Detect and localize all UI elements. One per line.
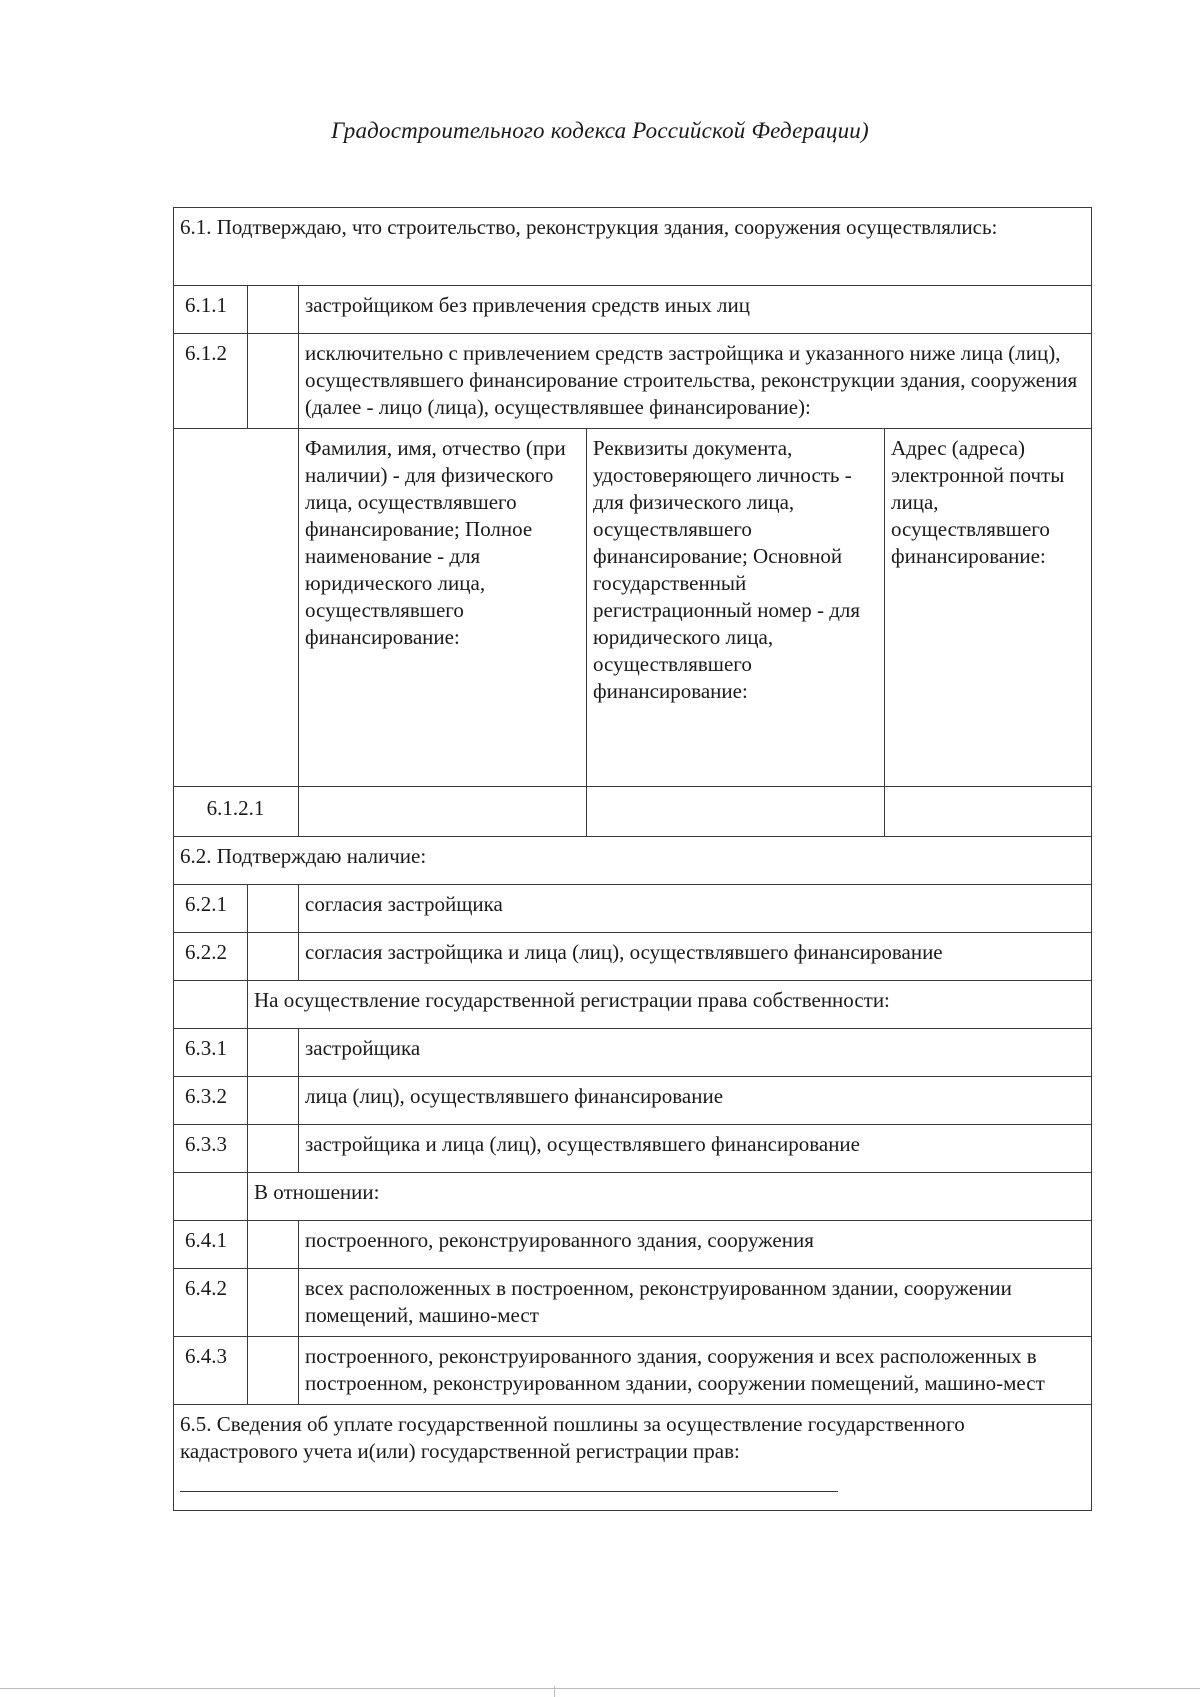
- financier-columns-header: [174, 429, 1092, 787]
- row-6-1-1: [174, 286, 1092, 334]
- empty-cell: [174, 1173, 248, 1221]
- empty-cell: [174, 429, 299, 787]
- row-text: лица (лиц), осуществлявшего финансирование: [299, 1077, 1092, 1125]
- checkbox-cell-6-3-3[interactable]: [248, 1125, 299, 1173]
- checkbox-cell-6-4-2[interactable]: [248, 1269, 299, 1337]
- application-form-table: [173, 207, 1092, 1511]
- fee-payment-input-line[interactable]: [180, 1491, 838, 1492]
- section-6-5-title: 6.5. Сведения об уплате государственной пошлины за осуществление государственного кадастрового учета и(или) государственной регистрации прав:: [180, 1412, 965, 1463]
- row-number: 6.1.2: [174, 334, 248, 429]
- financier-email-field[interactable]: [885, 787, 1092, 837]
- row-text: застройщика и лица (лиц), осуществлявшего финансирование: [299, 1125, 1092, 1173]
- row-6-4-2: [174, 1269, 1092, 1337]
- col-financier-documents: Реквизиты документа, удостоверяющего личность - для физического лица, осуществлявшего финансирование; Основной государственный регистрационный номер - для юридического лица, осуществлявшего финансирование:: [587, 429, 885, 787]
- row-6-2-2: [174, 933, 1092, 981]
- checkbox-cell-6-1-2[interactable]: [248, 334, 299, 429]
- row-number: 6.1.2.1: [174, 787, 299, 837]
- row-number: 6.3.3: [174, 1125, 248, 1173]
- financier-name-field[interactable]: [299, 787, 587, 837]
- row-number: 6.4.3: [174, 1337, 248, 1405]
- row-6-3-2: [174, 1077, 1092, 1125]
- checkbox-cell-6-1-1[interactable]: [248, 286, 299, 334]
- section-6-2-header: [174, 837, 1092, 885]
- scan-bottom-edge: [0, 1688, 1200, 1689]
- section-6-1-header: [174, 208, 1092, 286]
- empty-cell: [174, 981, 248, 1029]
- financier-documents-field[interactable]: [587, 787, 885, 837]
- col-financier-name: Фамилия, имя, отчество (при наличии) - для физического лица, осуществлявшего финансирование; Полное наименование - для юридического лица, осуществлявшего финансирование:: [299, 429, 587, 787]
- row-text: исключительно с привлечением средств застройщика и указанного ниже лица (лиц), осуществлявшего финансирование строительства, реконструкции здания, сооружения (далее - лицо (лица), осуществлявшее финансирование):: [299, 334, 1092, 429]
- checkbox-cell-6-4-3[interactable]: [248, 1337, 299, 1405]
- row-text: построенного, реконструированного здания, сооружения: [299, 1221, 1092, 1269]
- row-number: 6.2.1: [174, 885, 248, 933]
- checkbox-cell-6-3-2[interactable]: [248, 1077, 299, 1125]
- section-6-3-header: [174, 981, 1092, 1029]
- row-number: 6.3.2: [174, 1077, 248, 1125]
- row-text: застройщика: [299, 1029, 1092, 1077]
- row-text: всех расположенных в построенном, реконструированном здании, сооружении помещений, машино-мест: [299, 1269, 1092, 1337]
- section-6-2-title: 6.2. Подтверждаю наличие:: [174, 837, 1092, 885]
- row-6-1-2-1: [174, 787, 1092, 837]
- section-6-5: [174, 1405, 1092, 1511]
- section-6-3-title: На осуществление государственной регистрации права собственности:: [248, 981, 1092, 1029]
- section-6-1-title: 6.1. Подтверждаю, что строительство, реконструкция здания, сооружения осуществлялись:: [174, 208, 1092, 286]
- row-text: построенного, реконструированного здания, сооружения и всех расположенных в построенном, реконструированном здании, сооружении помещений, машино-мест: [299, 1337, 1092, 1405]
- row-number: 6.1.1: [174, 286, 248, 334]
- row-6-3-1: [174, 1029, 1092, 1077]
- checkbox-cell-6-4-1[interactable]: [248, 1221, 299, 1269]
- row-text: застройщиком без привлечения средств иных лиц: [299, 286, 1092, 334]
- row-number: 6.4.1: [174, 1221, 248, 1269]
- row-number: 6.3.1: [174, 1029, 248, 1077]
- row-6-4-3: [174, 1337, 1092, 1405]
- row-number: 6.2.2: [174, 933, 248, 981]
- scan-bottom-tick: [554, 1686, 555, 1697]
- row-text: согласия застройщика: [299, 885, 1092, 933]
- row-number: 6.4.2: [174, 1269, 248, 1337]
- col-financier-email: Адрес (адреса) электронной почты лица, осуществлявшего финансирование:: [885, 429, 1092, 787]
- section-6-4-title: В отношении:: [248, 1173, 1092, 1221]
- header-continuation: Градостроительного кодекса Российской Федерации): [331, 118, 869, 143]
- row-6-3-3: [174, 1125, 1092, 1173]
- section-6-4-header: [174, 1173, 1092, 1221]
- section-6-5-cell: [174, 1405, 1092, 1511]
- checkbox-cell-6-3-1[interactable]: [248, 1029, 299, 1077]
- row-text: согласия застройщика и лица (лиц), осуществлявшего финансирование: [299, 933, 1092, 981]
- row-6-1-2: [174, 334, 1092, 429]
- checkbox-cell-6-2-2[interactable]: [248, 933, 299, 981]
- row-6-4-1: [174, 1221, 1092, 1269]
- checkbox-cell-6-2-1[interactable]: [248, 885, 299, 933]
- row-6-2-1: [174, 885, 1092, 933]
